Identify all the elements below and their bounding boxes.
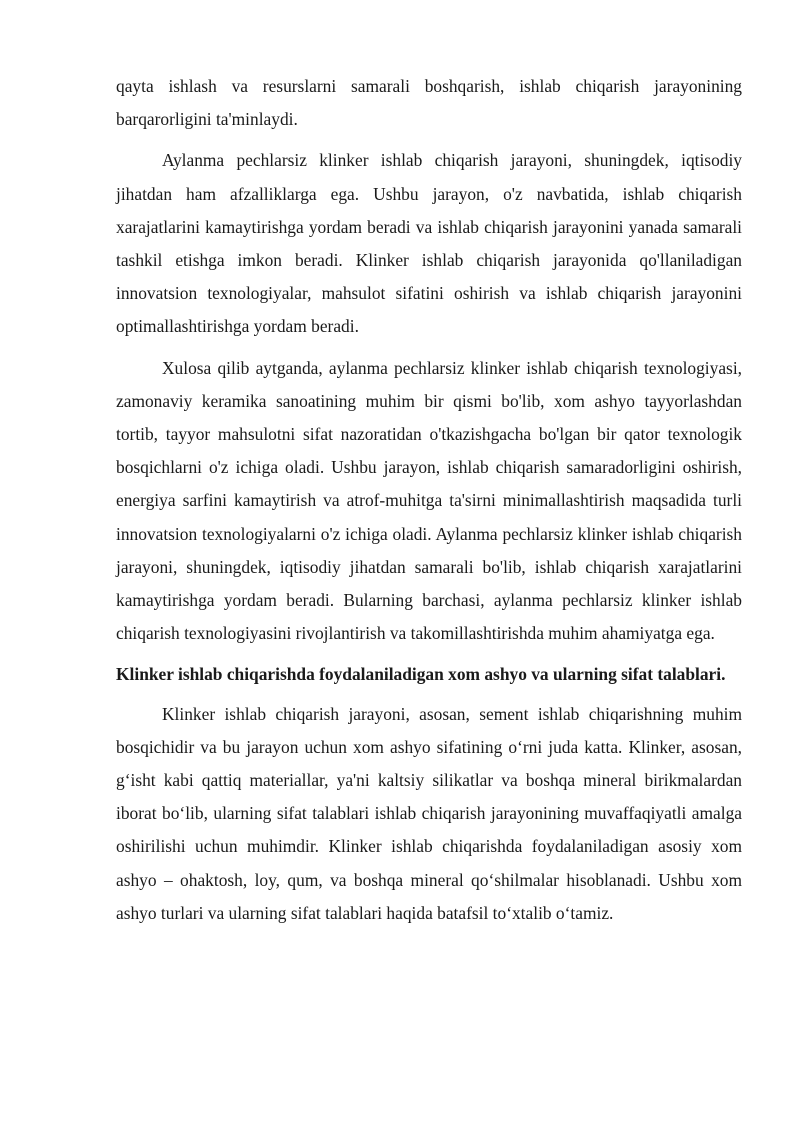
paragraph-raw-materials: Klinker ishlab chiqarish jarayoni, asosan, sement ishlab chiqarishning muhim bosqichidir va bu jarayon uchun xom ashyo sifatining o‘rni juda katta. Klinker, asosan, g‘isht kabi qattiq materiallar, ya'ni kaltsiy silikatlar va boshqa mineral birikmalardan iborat bo‘lib, ularning sifat talablari ishlab chiqarish jarayonining muvaffaqiyatli amalga oshirilishi uchun muhimdir. Klinker ishlab chiqarishda foydalaniladigan asosiy xom ashyo – ohaktosh, loy, qum, va boshqa mineral qo‘shilmalar hisoblanadi. Ushbu xom ashyo turlari va ularning sifat talablari haqida batafsil to‘xtalib o‘tamiz. — [116, 703, 742, 923]
paragraph-conclusion: Xulosa qilib aytganda, aylanma pechlarsiz klinker ishlab chiqarish texnologiyasi, zamonaviy keramika sanoatining muhim bir qismi bo'lib, xom ashyo tayyorlashdan tortib, tayyor mahsulotni sifat nazoratidan o'tkazishgacha bo'lgan bir qator texnologik bosqichlarni o'z ichiga oladi. Ushbu jarayon, ishlab chiqarish samaradorligini oshirish, energiya sarfini kamaytirish va atrof-muhitga ta'sirni minimallashtirish maqsadida turli innovatsion texnologiyalarni o'z ichiga oladi. Aylanma pechlarsiz klinker ishlab chiqarish jarayoni, shuningdek, iqtisodiy jihatdan samarali bo'lib, ishlab chiqarish xarajatlarini kamaytirishga yordam beradi. Bularning barchasi, aylanma pechlarsiz klinker ishlab chiqarish texnologiyasini rivojlantirish va takomillashtirishda muhim ahamiyatga ega. — [116, 357, 742, 644]
document-page — [116, 70, 742, 938]
paragraph-continuation: qayta ishlash va resurslarni samarali boshqarish, ishlab chiqarish jarayonining barqarorligini ta'minlaydi. — [116, 76, 742, 130]
paragraph-economic-advantages: Aylanma pechlarsiz klinker ishlab chiqarish jarayoni, shuningdek, iqtisodiy jihatdan ham afzalliklarga ega. Ushbu jarayon, o'z navbatida, ishlab chiqarish xarajatlarini kamaytirishga yordam beradi va ishlab chiqarish jarayonini yanada samarali tashkil etishga imkon beradi. Klinker ishlab chiqarish jarayonida qo'llaniladigan innovatsion texnologiyalar, mahsulot sifatini oshirish va ishlab chiqarish jarayonini optimallashtirishga yordam beradi. — [116, 150, 742, 337]
section-heading: Klinker ishlab chiqarishda foydalaniladigan xom ashyo va ularning sifat talablari. — [116, 664, 726, 685]
